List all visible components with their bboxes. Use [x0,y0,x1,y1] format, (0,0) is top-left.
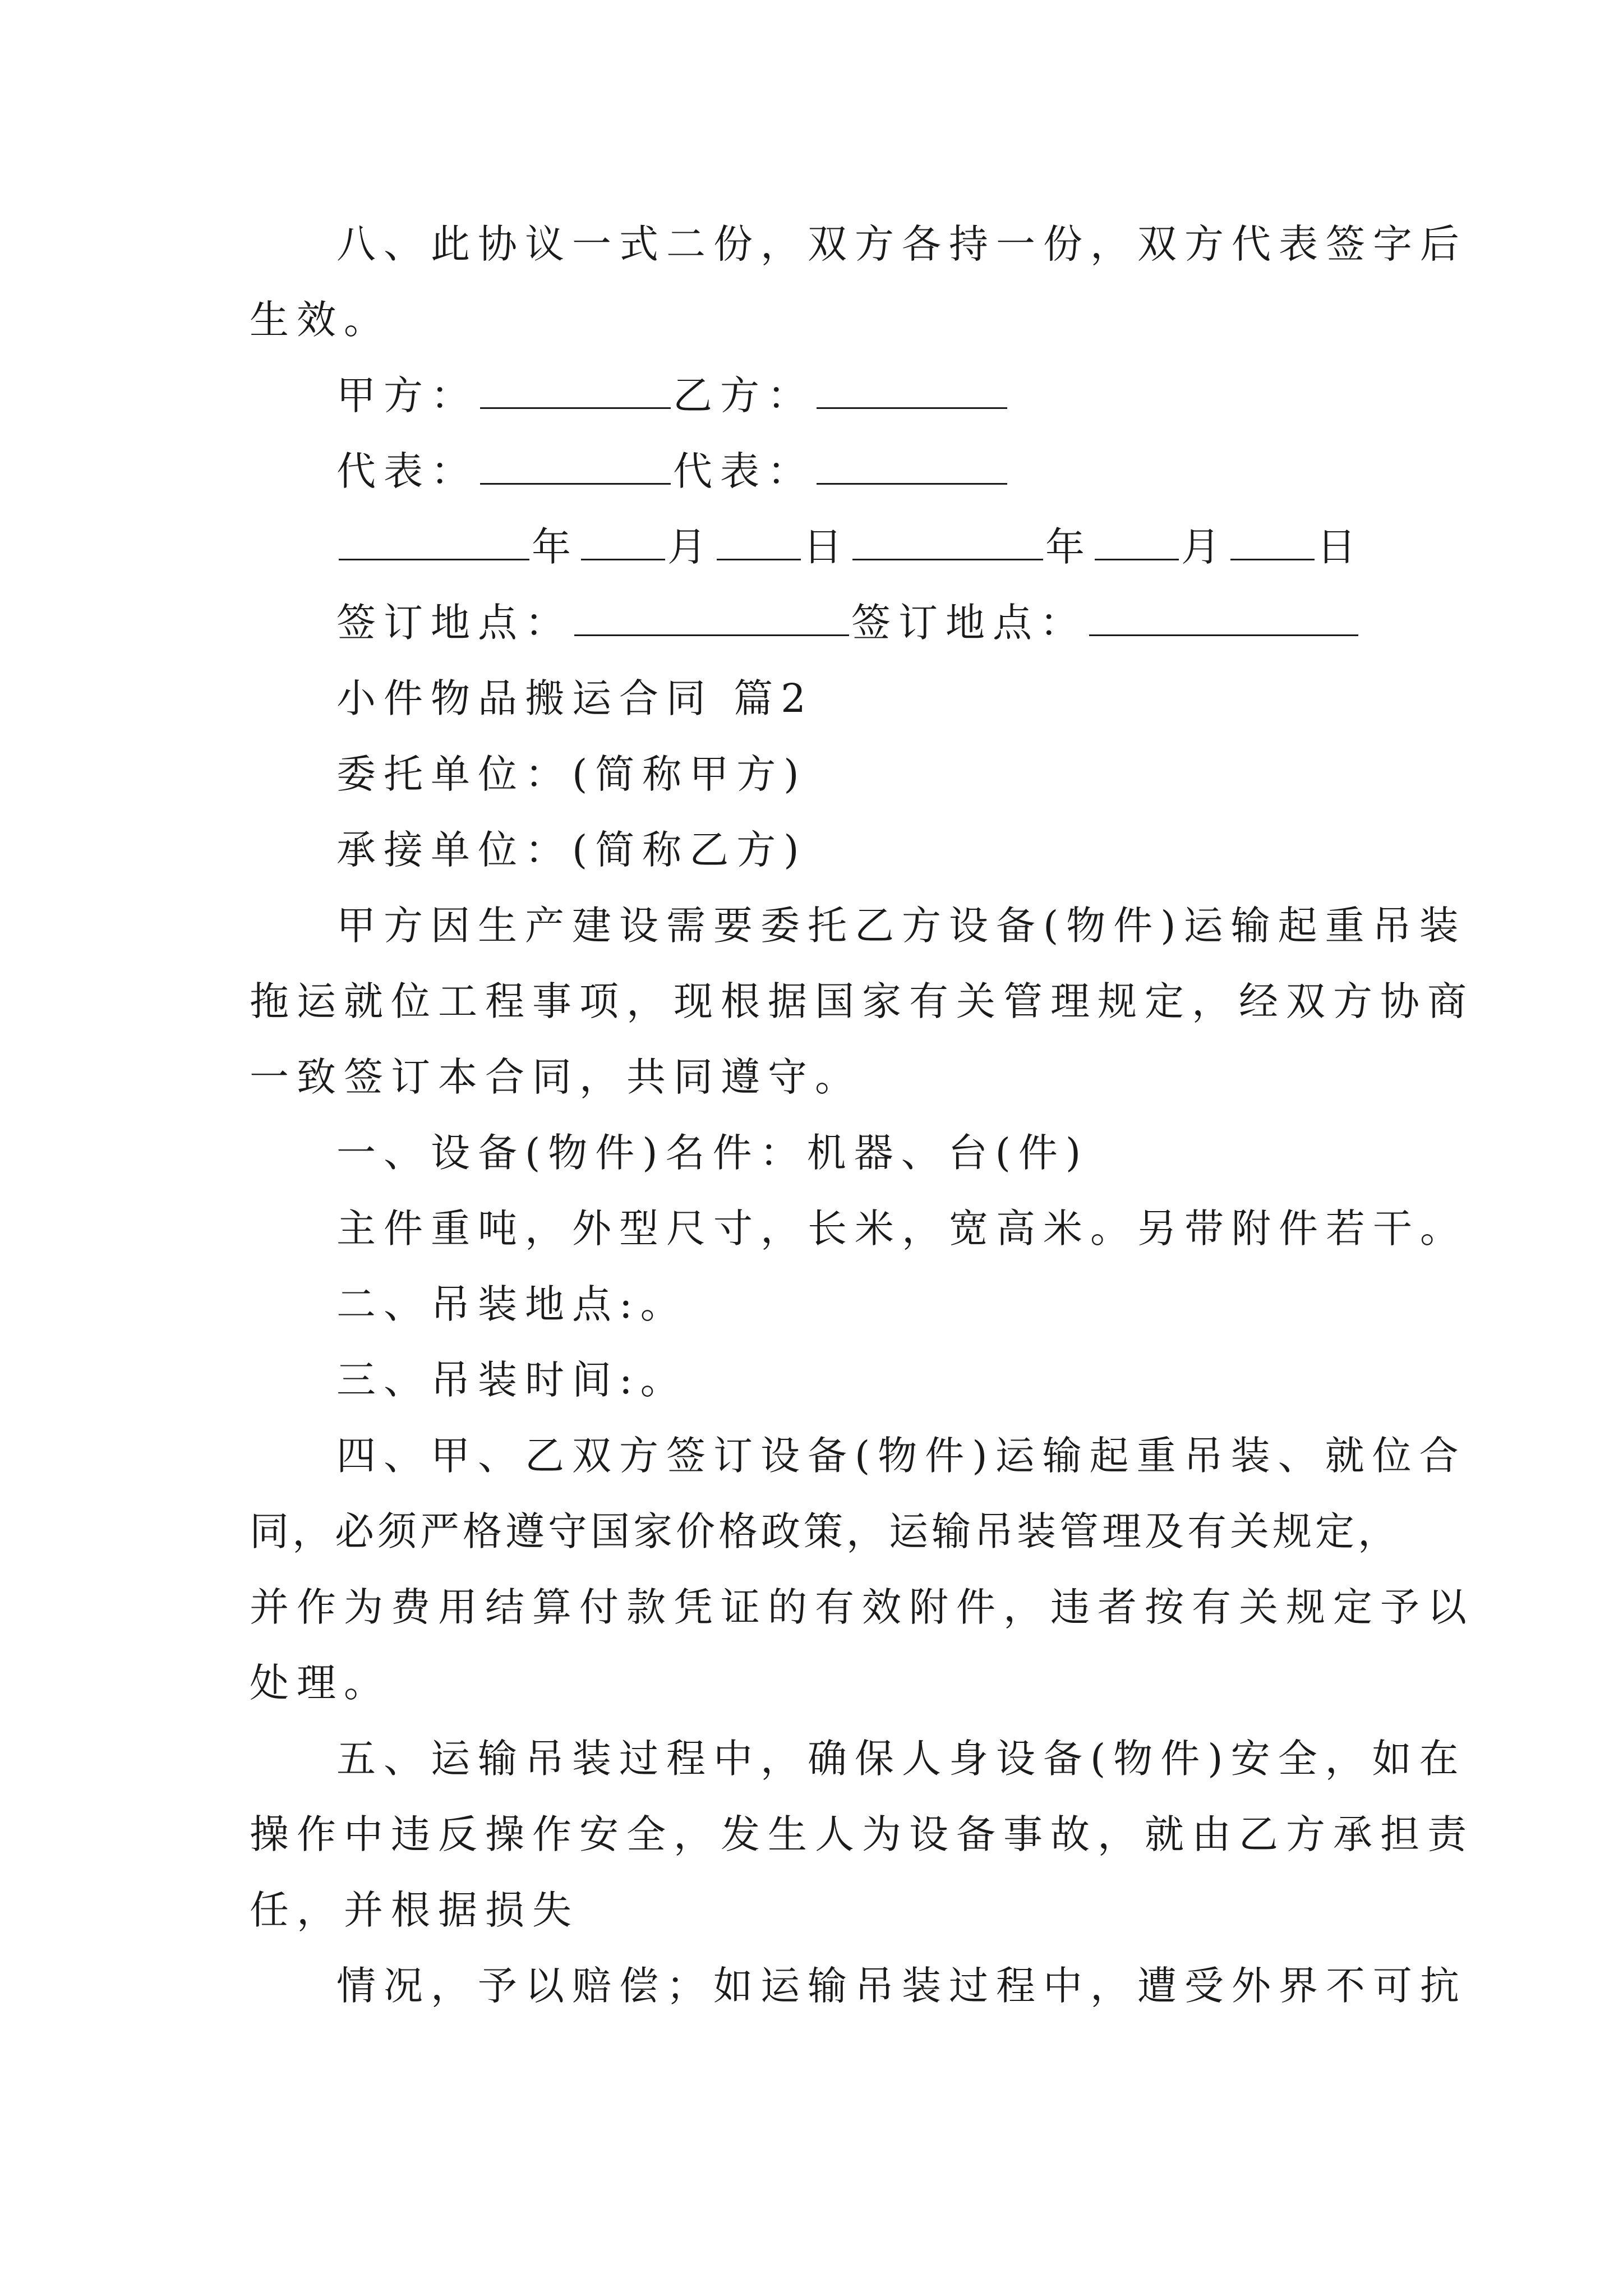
clause-1-detail: 主件重吨，外型尺寸，长米，宽高米。另带附件若干。 [336,1205,1467,1251]
party-b-blank [817,404,1007,409]
clause-8-line-1: 八、此协议一式二份，双方各持一份，双方代表签字后 [336,221,1467,267]
clause-5-line-4: 情况，予以赔偿；如运输吊装过程中，遭受外界不可抗 [336,1963,1467,2009]
clause-4-line-4: 处理。 [250,1660,391,1706]
party-a-blank [480,404,671,409]
clause-4-line-1: 四、甲、乙双方签订设备(物件)运输起重吊装、就位合 [336,1433,1467,1479]
intro-line-2: 拖运就位工程事项，现根据国家有关管理规定，经双方协商 [250,978,1474,1024]
intro-line-3: 一致签订本合同，共同遵守。 [250,1054,862,1100]
clause-5-line-3: 任，并根据损失 [250,1887,579,1933]
month-a-blank [581,555,665,560]
party-a-label: 甲方： [336,372,478,418]
clause-4-line-2: 同，必须严格遵守国家价格政策，运输吊装管理及有关规定， [250,1508,1400,1554]
representative-a-label: 代表： [336,448,478,494]
clause-5-line-1: 五、运输吊装过程中，确保人身设备(物件)安全，如在 [336,1736,1467,1782]
signing-place-b-label: 签订地点： [851,600,1087,646]
year-b-label: 年 [1045,524,1092,570]
representative-b-blank [817,480,1007,485]
representative-a-blank [480,480,671,485]
clause-5-line-2: 操作中违反操作安全，发生人为设备事故，就由乙方承担责 [250,1811,1474,1857]
month-b-label: 月 [1181,524,1228,570]
signature-representative-row [336,448,1009,494]
clause-3: 三、吊装时间:。 [336,1357,688,1403]
signing-place-a-label: 签订地点： [336,600,572,646]
client-unit: 委托单位：(简称甲方) [336,751,807,797]
party-b-label: 乙方： [673,372,814,418]
day-b-label: 日 [1317,524,1364,570]
day-a-blank [717,555,801,560]
section-title: 小件物品搬运合同 篇2 [336,675,814,721]
contractor-unit: 承接单位：(简称乙方) [336,827,807,873]
month-b-blank [1095,555,1179,560]
clause-8-line-2: 生效。 [250,297,391,343]
clause-4-line-3: 并作为费用结算付款凭证的有效附件，违者按有关规定予以 [250,1584,1474,1630]
signature-party-row [336,372,1009,418]
representative-b-label: 代表： [673,448,814,494]
signing-place-a-blank [574,631,849,636]
month-a-label: 月 [667,524,714,570]
clause-1: 一、设备(物件)名件：机器、台(件) [336,1130,1089,1176]
signature-date-row [336,524,1364,570]
year-a-blank [339,555,529,560]
day-b-blank [1230,555,1315,560]
intro-line-1: 甲方因生产建设需要委托乙方设备(物件)运输起重吊装 [336,903,1467,949]
day-a-label: 日 [803,524,850,570]
year-b-blank [852,555,1043,560]
signing-place-row [336,600,1361,646]
clause-2: 二、吊装地点:。 [336,1281,688,1327]
signing-place-b-blank [1089,631,1358,636]
year-a-label: 年 [532,524,579,570]
